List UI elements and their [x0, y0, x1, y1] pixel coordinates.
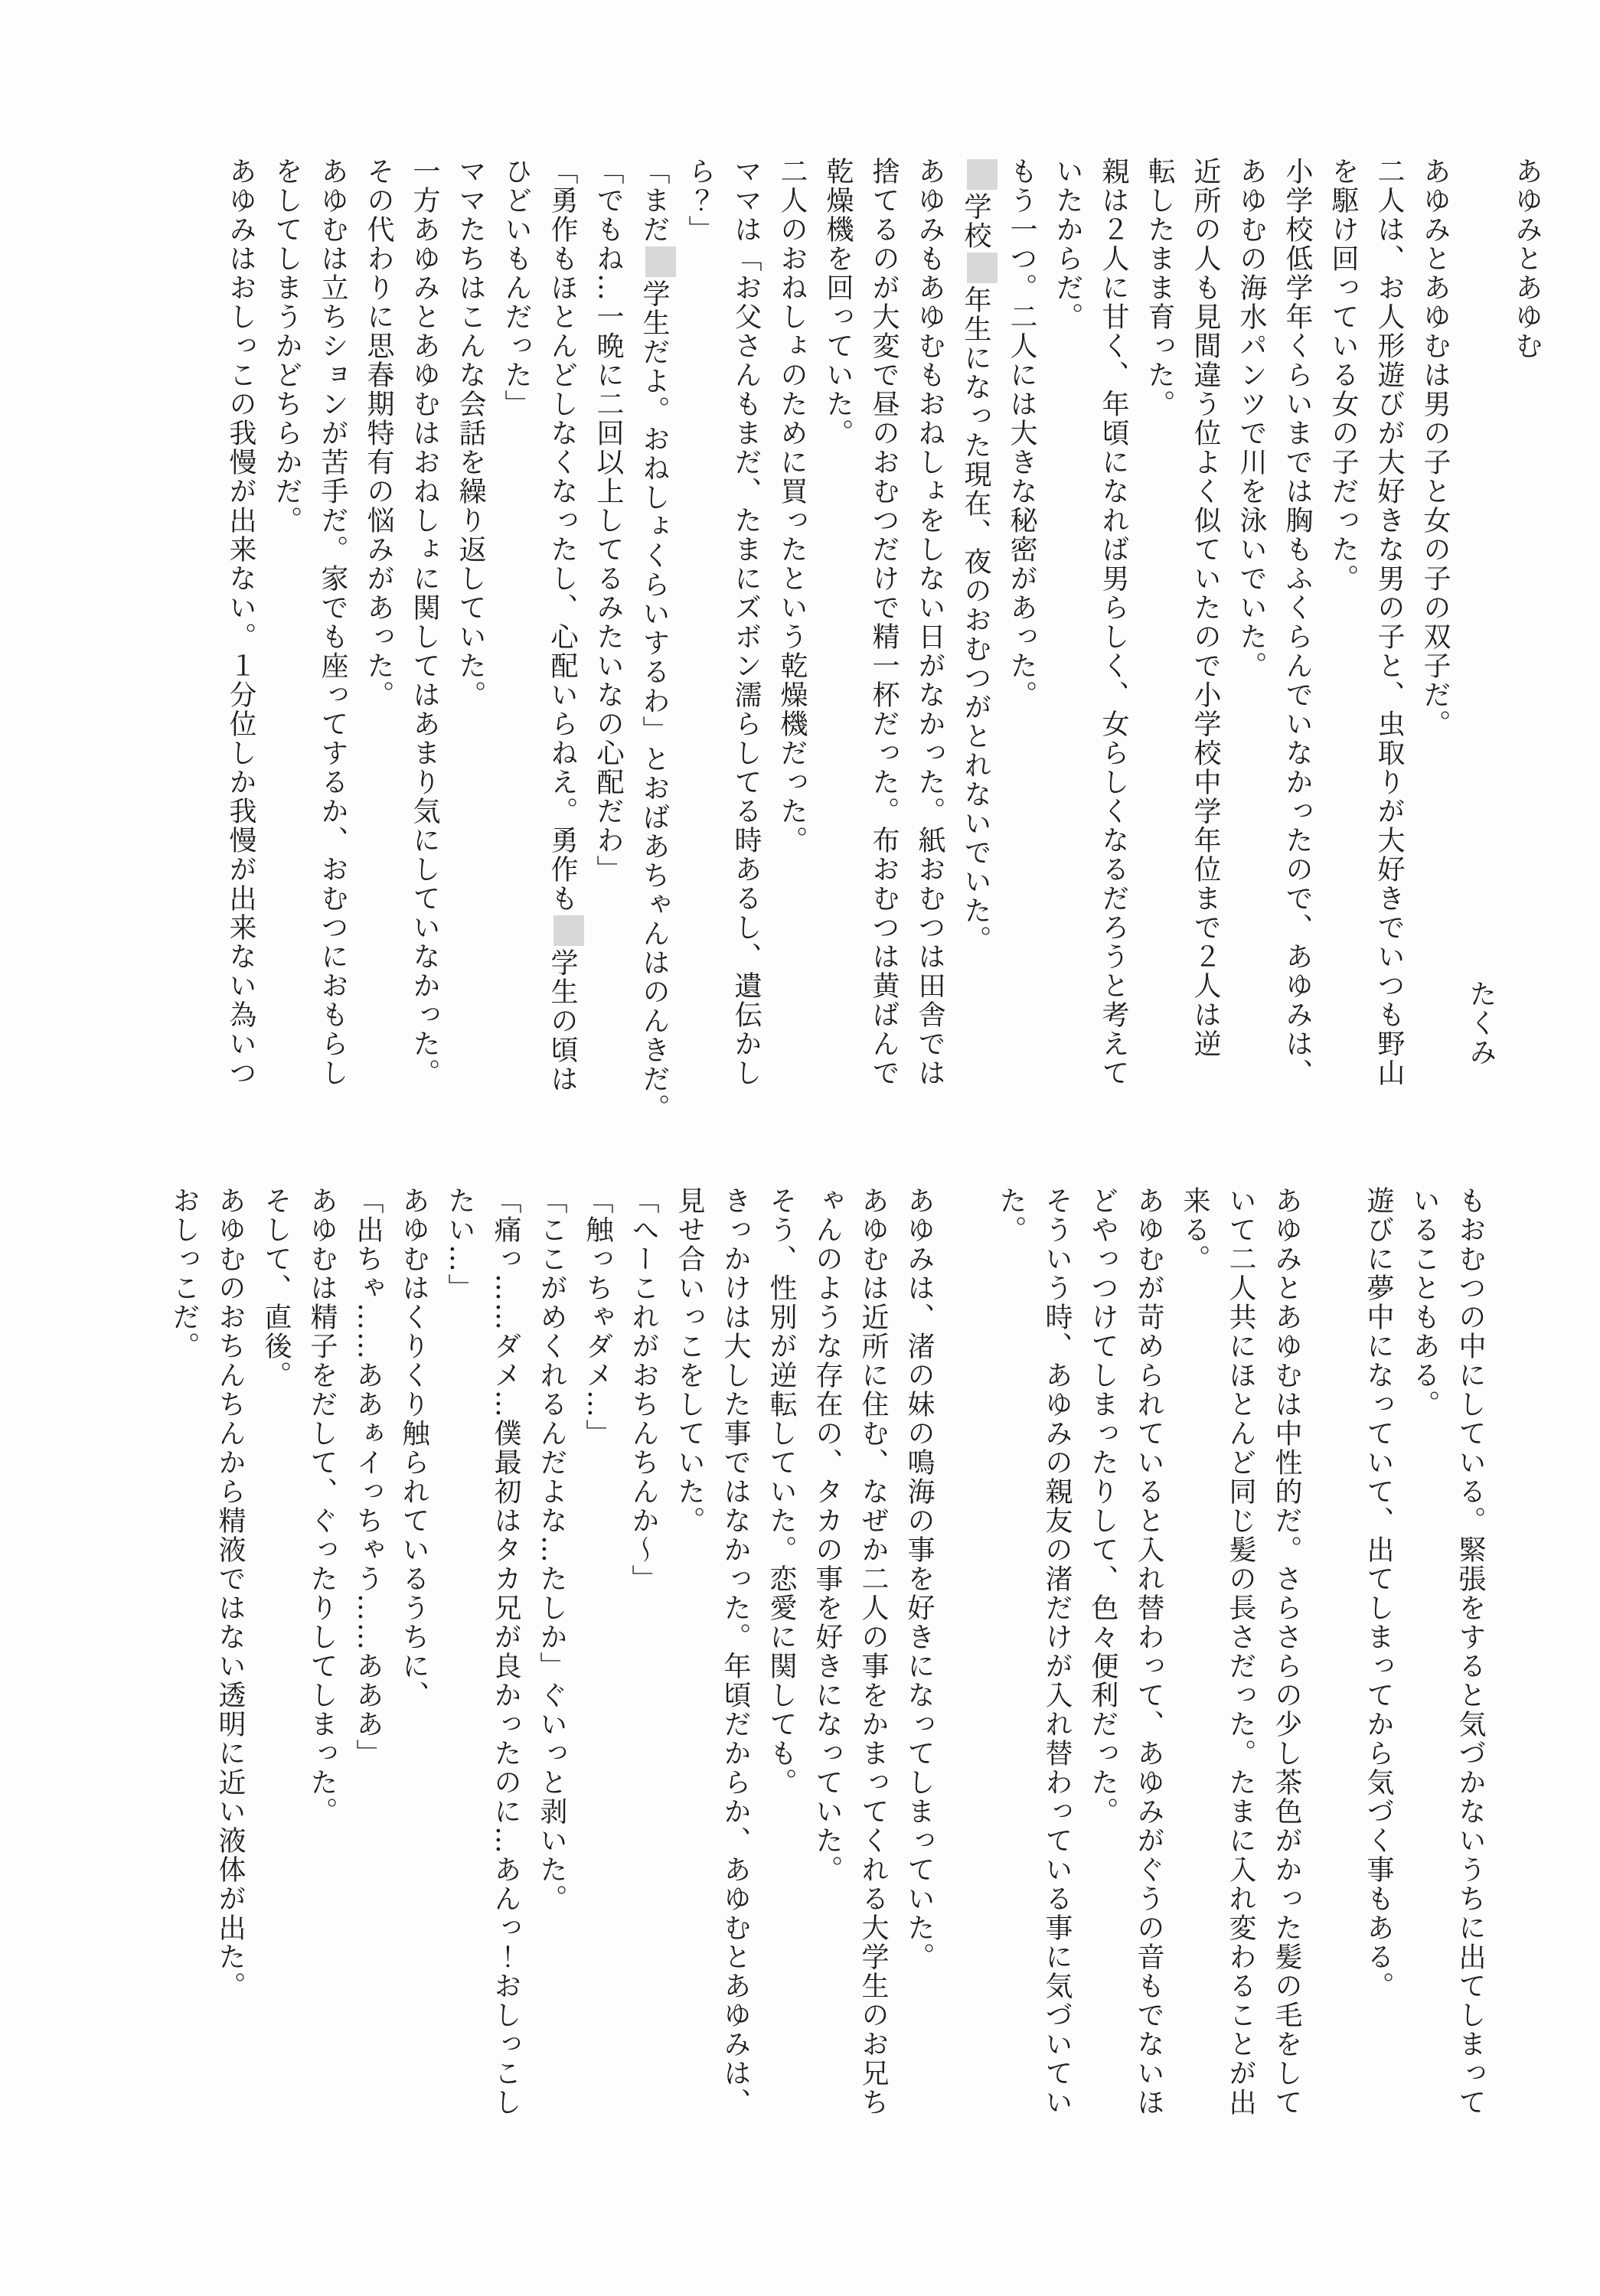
text-column: もう一つ。二人には大きな秘密があった。 — [1006, 157, 1037, 709]
text-column: そして、直後。 — [260, 1186, 292, 1390]
text-column: 来る。 — [1179, 1186, 1210, 1274]
redaction-box — [645, 246, 676, 277]
title-column: あゆみとあゆむ — [1511, 157, 1543, 360]
text-column: たい…」 — [444, 1186, 475, 1303]
redaction-box — [967, 253, 998, 283]
text-column: その代わりに思春期特有の悩みがあった。 — [363, 157, 394, 709]
text-column: そう、性別が逆転していた。恋愛に関しても。 — [766, 1186, 797, 1797]
text-column: 二人のおねしょのために買ったという乾燥機だった。 — [776, 157, 808, 855]
text-column: を駆け回っている女の子だった。 — [1327, 157, 1359, 593]
text-column: 学校年生になった現在、夜のおむつがとれないでいた。 — [952, 157, 998, 1137]
text-column: あゆみとあゆむは中性的だ。さらさらの少し茶色がかった髪の毛をして — [1271, 1186, 1302, 2117]
text-column: 捨てるのが大変で昼のおむつだけで精一杯だった。布おむつは黄ばんで — [868, 157, 900, 1088]
text-column: 「ここがめくれるんだよな…たしか」ぐいっと剥いた。 — [536, 1186, 567, 1913]
text-column: どやっつけてしまったりして、色々便利だった。 — [1087, 1186, 1118, 1826]
text-column: あゆむは近所に住む、なぜか二人の事をかまってくれる大学生のお兄ち — [857, 1186, 889, 2117]
redaction-box — [553, 915, 584, 946]
text-column: 見せ合いっこをしていた。 — [674, 1186, 705, 1535]
text-column: あゆみもあゆむもおねしょをしない日がなかった。紙おむつは田舎では — [914, 157, 945, 1088]
text-column: そういう時、あゆみの親友の渚だけが入れ替わっている事に気づいてい — [1041, 1186, 1073, 2117]
text-column: あゆむはくりくり触られているうちに、 — [398, 1186, 429, 1710]
text-column: あゆみは、渚の妹の鳴海の事を好きになってしまっていた。 — [903, 1186, 935, 1971]
text-column: ら？」 — [684, 157, 716, 244]
text-column: いたからだ。 — [1052, 157, 1083, 331]
empty-column — [942, 1186, 988, 2166]
text-column: 乾燥機を回っていた。 — [822, 157, 854, 448]
text-column: あゆみとあゆむは男の子と女の子の双子だ。 — [1419, 157, 1451, 739]
text-column: いることもある。 — [1409, 1186, 1440, 1419]
text-column: 「出ちゃ……ああぁイっちゃう……あああ」 — [352, 1186, 384, 1768]
text-column: いて二人共にほとんど同じ髪の長さだった。たまに入れ変わることが出 — [1225, 1186, 1256, 2117]
text-column: 「勇作もほとんどしなくなったし、心配いらねえ。勇作も学生の頃は — [539, 157, 585, 1137]
text-column: 一方あゆみとあゆむはおねしょに関してはあまり気にしていなかった。 — [409, 157, 440, 1088]
text-column: ひどいもんだった」 — [501, 157, 532, 419]
text-column: ママは「お父さんもまだ、たまにズボン濡らしてる時あるし、遺伝かし — [730, 157, 762, 1088]
text-column: もおむつの中にしている。緊張をすると気づかないうちに出てしまって — [1455, 1186, 1486, 2117]
empty-column — [1309, 1186, 1355, 2166]
text-column: あゆみはおしっこの我慢が出来ない。１分位しか我慢が出来ない為いつ — [225, 157, 256, 1088]
text-column: 「触っちゃダメ…」 — [582, 1186, 613, 1448]
text-column: 二人は、お人形遊びが大好きな男の子と、虫取りが大好きでいつも野山 — [1373, 157, 1405, 1088]
text-column: 近所の人も見間違う位よく似ていたので小学校中学年位まで２人は逆 — [1190, 157, 1221, 1058]
text-column: をしてしまうかどちらかだ。 — [271, 157, 302, 535]
redaction-box — [967, 159, 998, 190]
text-column: 「まだ学生だよ。おねしょくらいするわ」とおばあちゃんはのんきだ。 — [631, 157, 677, 1137]
text-column: 遊びに夢中になっていて、出てしまってから気づく事もある。 — [1363, 1186, 1394, 2001]
text-column: 「でもね…一晩に二回以上してるみたいなの心配だわ」 — [593, 157, 624, 884]
text-column: 「へーこれがおちんちんか～」 — [628, 1186, 659, 1593]
text-column: あゆむは立ちションが苦手だ。家でも座ってするか、おむつにおもらし — [317, 157, 348, 1088]
text-column: あゆむの海水パンツで川を泳いでいた。 — [1236, 157, 1267, 680]
text-column: おしっこだ。 — [168, 1186, 200, 1361]
text-column: 「痛っ……ダメ…僕最初はタカ兄が良かったのに…あんっ！おしっこし — [490, 1186, 521, 2117]
text-block-bottom — [161, 1186, 1493, 2166]
text-column: あゆむのおちんちんから精液ではない透明に近い液体が出た。 — [214, 1186, 246, 2001]
text-column: ママたちはこんな会話を繰り返していた。 — [455, 157, 486, 709]
text-column: た。 — [995, 1186, 1027, 1244]
text-block-top — [217, 157, 1549, 1137]
text-column: 転したまま育った。 — [1144, 157, 1175, 419]
text-column: きっかけは大した事ではなかった。年頃だからか、あゆむとあゆみは、 — [720, 1186, 751, 2117]
text-column: ゃんのような存在の、タカの事を好きになっていた。 — [811, 1186, 843, 1884]
text-column: あゆむが苛められていると入れ替わって、あゆみがぐうの音もでないほ — [1133, 1186, 1164, 2117]
text-column: 親は２人に甘く、年頃になれば男らしく、女らしくなるだろうと考えて — [1098, 157, 1129, 1088]
text-column: 小学校低学年くらいまでは胸もふくらんでいなかったので、あゆみは、 — [1282, 157, 1313, 1088]
author-column: たくみ — [1465, 980, 1497, 1067]
text-column: あゆむは精子をだして、ぐったりしてしまった。 — [306, 1186, 338, 1826]
